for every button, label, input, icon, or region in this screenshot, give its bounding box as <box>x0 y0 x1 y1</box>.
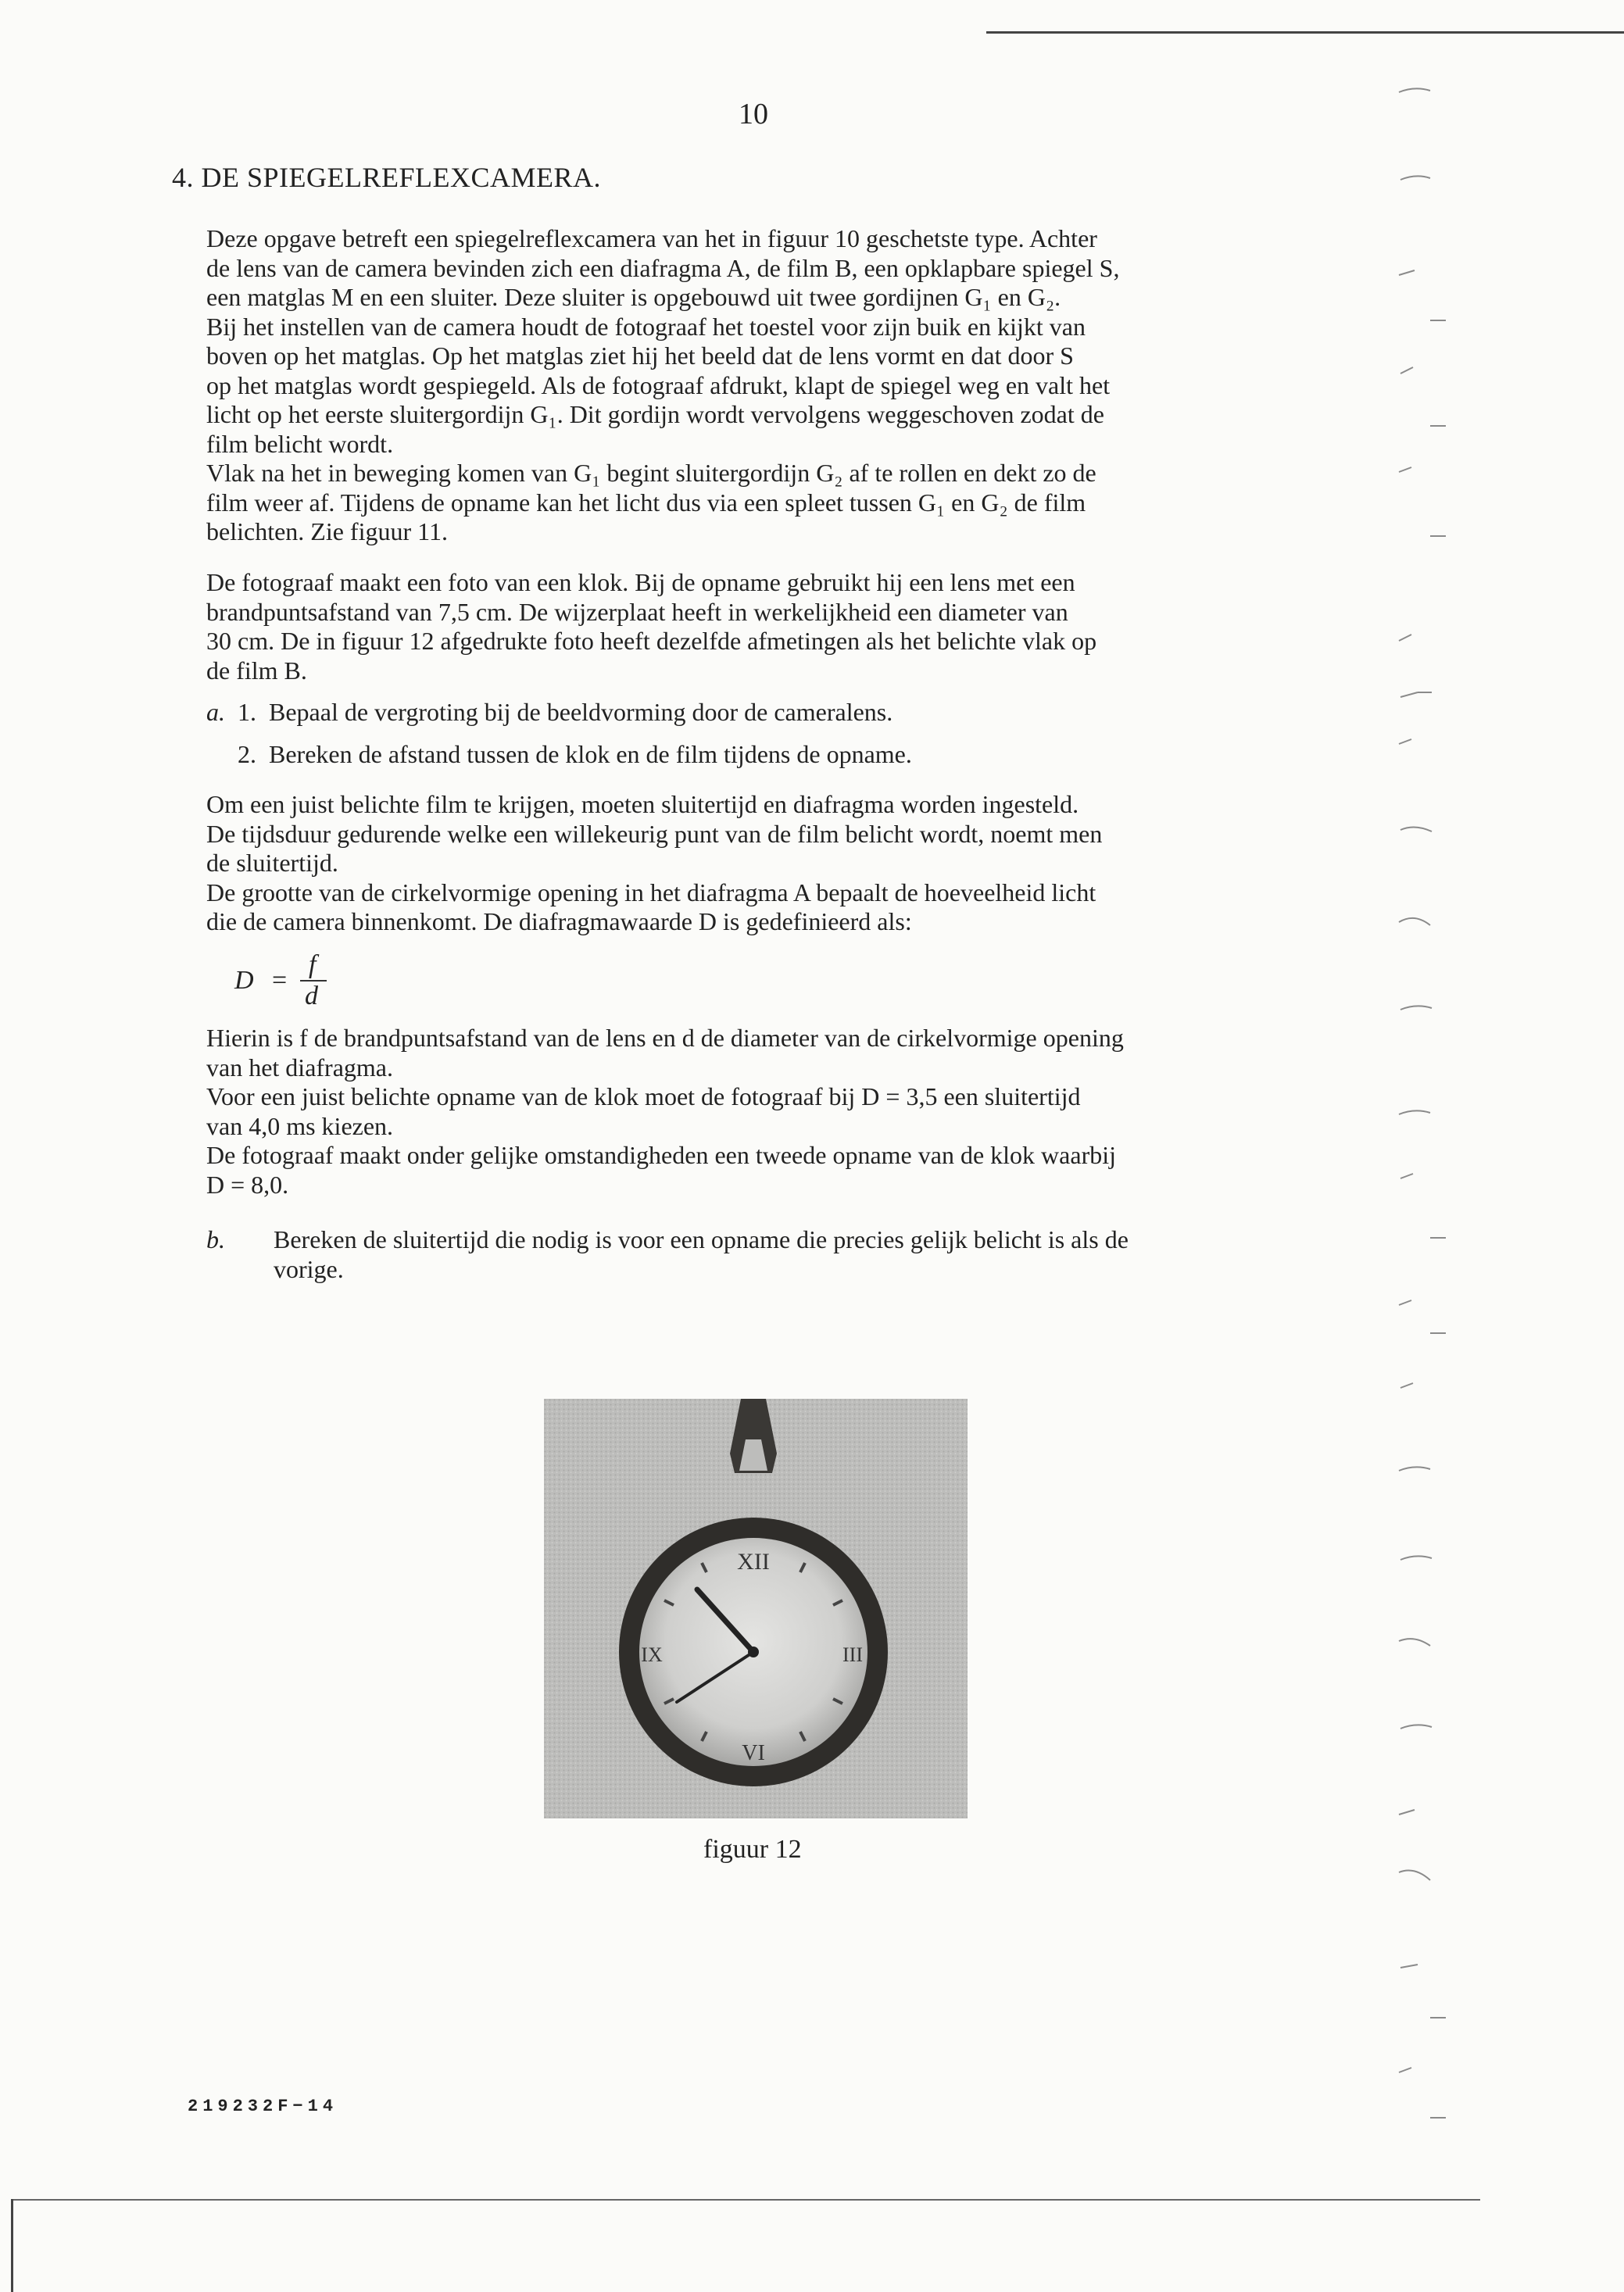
document-code: 219232F−14 <box>188 2097 338 2116</box>
text-line: 30 cm. De in figuur 12 afgedrukte foto heeft dezelfde afmetingen als het belichte vlak op <box>206 627 1097 655</box>
diafragma-formula <box>234 950 359 1013</box>
numeral-nine: IX <box>641 1643 663 1666</box>
text-line: op het matglas wordt gespiegeld. Als de fotograaf afdrukt, klapt de spiegel weg en valt het <box>206 370 1111 399</box>
question-b-letter: b. <box>206 1225 225 1253</box>
formula-numerator: f <box>309 950 317 979</box>
text-line: film belicht wordt. <box>206 429 394 458</box>
question-a1-number: 1. <box>238 698 256 726</box>
clock-photo <box>544 1399 968 1818</box>
text-line: De fotograaf maakt een foto van een klok. Bij de opname gebruikt hij een lens met een <box>206 568 1075 596</box>
text-line: De tijdsduur gedurende welke een willekeurig punt van de film belicht wordt, noemt men <box>206 819 1103 848</box>
text-line: brandpuntsafstand van 7,5 cm. De wijzerplaat heeft in werkelijkheid een diameter van <box>206 597 1068 626</box>
top-rule <box>986 31 1624 34</box>
bottom-rule <box>11 2199 1480 2201</box>
text-line: film weer af. Tijdens de opname kan het licht dus via een spleet tussen G₁ en G₂ de film <box>206 488 1086 517</box>
formula-equals: = <box>272 966 288 995</box>
explanation-paragraph <box>206 1024 1340 1200</box>
text-line: van 4,0 ms kiezen. <box>206 1111 394 1140</box>
question-a2-number: 2. <box>238 739 256 768</box>
exposure-paragraph <box>206 790 1340 937</box>
question-a2-text: Bereken de afstand tussen de klok en de film tijdens de opname. <box>269 739 912 768</box>
text-line: een matglas M en een sluiter. Deze sluiter is opgebouwd uit twee gordijnen G₁ en G₂. <box>206 283 1061 311</box>
text-line: Deze opgave betreft een spiegelreflexcamera van het in figuur 10 geschetste type. Achter <box>206 224 1097 252</box>
scan-edge-marks <box>1383 47 1477 2196</box>
text-line: Voor een juist belichte opname van de klok moet de fotograaf bij D = 3,5 een sluitertijd <box>206 1082 1081 1110</box>
text-line: boven op het matglas. Op het matglas ziet hij het beeld dat de lens vormt en dat door S <box>206 341 1074 370</box>
question-b-line: vorige. <box>274 1254 344 1283</box>
question-a-letter: a. <box>206 698 225 726</box>
text-line: licht op het eerste sluitergordijn G₁. Dit gordijn wordt vervolgens weggeschoven zodat de <box>206 400 1104 428</box>
figure-caption: figuur 12 <box>703 1835 802 1864</box>
question-a <box>206 698 1340 769</box>
text-line: belichten. Zie figuur 11. <box>206 517 448 545</box>
question-b <box>206 1225 1340 1284</box>
text-line: Vlak na het in beweging komen van G₁ begint sluitergordijn G₂ af te rollen en dekt zo de <box>206 459 1096 487</box>
left-margin-rule <box>11 2199 13 2292</box>
text-line: Om een juist belichte film te krijgen, moeten sluitertijd en diafragma worden ingesteld. <box>206 790 1079 818</box>
numeral-three: III <box>842 1643 863 1666</box>
clock-paragraph <box>206 568 1340 685</box>
text-line: De fotograaf maakt onder gelijke omstandigheden een tweede opname van de klok waarbij <box>206 1141 1116 1169</box>
question-a1-text: Bepaal de vergroting bij de beeldvorming door de cameralens. <box>269 698 893 726</box>
formula-lhs: D <box>234 966 254 995</box>
question-b-line: Bereken de sluitertijd die nodig is voor een opname die precies gelijk belicht is als de <box>274 1225 1129 1253</box>
text-line: de film B. <box>206 656 307 685</box>
numeral-twelve: XII <box>737 1549 770 1575</box>
text-line: de sluitertijd. <box>206 849 338 877</box>
section-title: 4. DE SPIEGELREFLEXCAMERA. <box>172 162 602 193</box>
text-line: Hierin is f de brandpuntsafstand van de lens en d de diameter van de cirkelvormige opening <box>206 1024 1124 1052</box>
intro-paragraph <box>206 224 1340 547</box>
page-number: 10 <box>739 98 768 131</box>
text-line: die de camera binnenkomt. De diafragmawaarde D is gedefinieerd als: <box>206 907 912 935</box>
numeral-six: VI <box>742 1741 765 1765</box>
text-line: D = 8,0. <box>206 1170 289 1199</box>
formula-denominator: d <box>305 982 318 1010</box>
text-line: Bij het instellen van de camera houdt de fotograaf het toestel voor zijn buik en kijkt van <box>206 312 1086 341</box>
clock-illustration <box>544 1399 968 1818</box>
text-line: van het diafragma. <box>206 1053 393 1082</box>
text-line: de lens van de camera bevinden zich een diafragma A, de film B, een opklapbare spiegel S, <box>206 253 1120 282</box>
text-line: De grootte van de cirkelvormige opening in het diafragma A bepaalt de hoeveelheid licht <box>206 878 1096 906</box>
